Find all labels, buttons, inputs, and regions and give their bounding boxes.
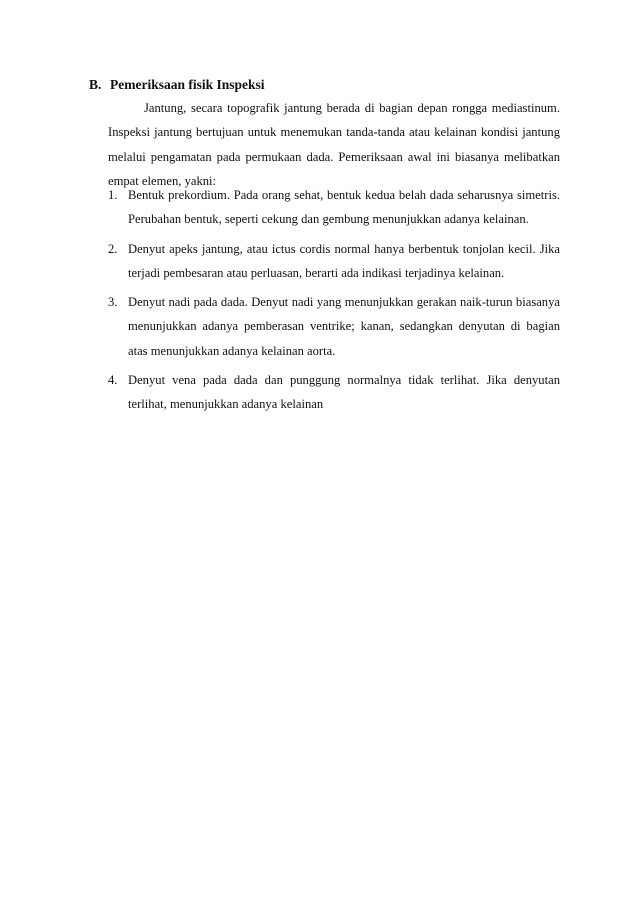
list-item-number: 1. (108, 188, 118, 202)
list-item (108, 290, 560, 363)
list-item (108, 183, 560, 232)
list-item-number: 4. (108, 373, 118, 388)
list-item (108, 237, 560, 286)
list-item-number: 2. (108, 241, 118, 256)
list-item-text: Denyut vena pada dada dan punggung normalnya tidak terlihat. Jika denyutan terlihat, menunjukkan adanya kelainan (128, 373, 560, 412)
inspection-list (108, 183, 560, 422)
intro-paragraph: Jantung, secara topografik jantung berada di bagian depan rongga mediastinum. Inspeksi jantung bertujuan untuk menemukan tanda-tanda atau kelainan kondisi jantung melalui pengamatan pada permukaan dada. Pemeriksaan awal ini biasanya melibatkan empat elemen, yakni: (108, 101, 560, 188)
section-title: Pemeriksaan fisik Inspeksi (110, 77, 265, 92)
list-item-number: 3. (108, 295, 118, 310)
list-item-text: Denyut apeks jantung, atau ictus cordis normal hanya berbentuk tonjolan kecil. Jika terjadi pembesaran atau perluasan, berarti ada indikasi terjadinya kelainan. (128, 241, 560, 280)
section-letter: B. (89, 77, 102, 92)
list-item-text: Denyut nadi pada dada. Denyut nadi yang menunjukkan gerakan naik-turun biasanya menunjukkan adanya pemberasan ventrike; kanan, sedangkan denyutan di bagian atas menunjukkan adanya kelainan aorta. (128, 295, 560, 358)
section-heading (89, 73, 569, 97)
list-item (108, 368, 560, 417)
list-item-text: Bentuk prekordium. Pada orang sehat, bentuk kedua belah dada seharusnya simetris. Perubahan bentuk, seperti cekung dan gembung menunjukkan adanya kelainan. (128, 188, 560, 227)
